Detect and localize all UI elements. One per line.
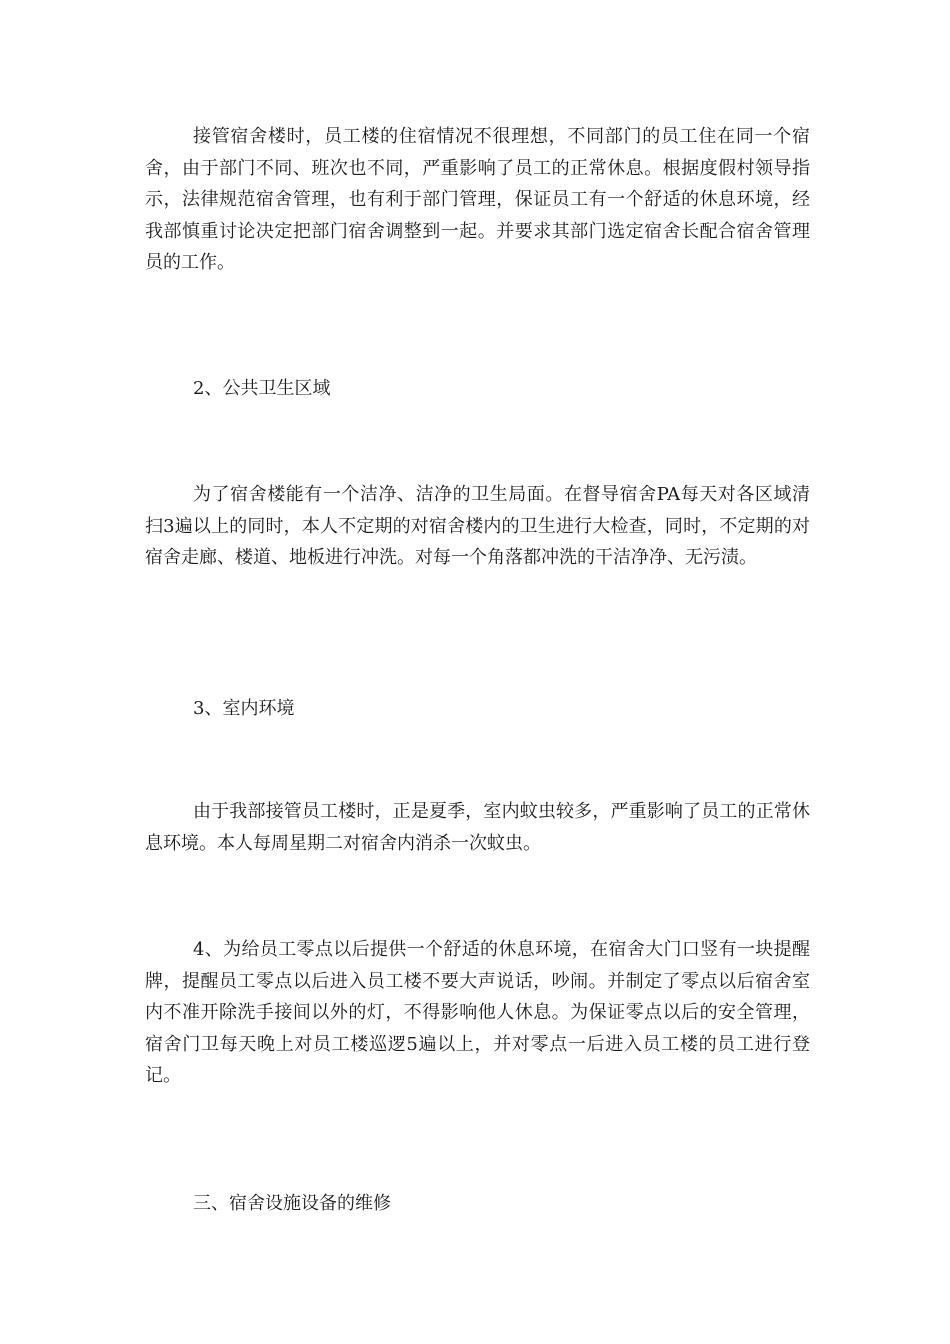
heading-facility-maintenance: 三、宿舍设施设备的维修 xyxy=(193,1193,391,1214)
paragraph-public-hygiene: 为了宿舍楼能有一个洁净、洁净的卫生局面。在督导宿舍PA每天对各区域清扫3遍以上的同时，本人不定期的对宿舍楼内的卫生进行大检查，同时，不定期的对宿舍走廊、楼道、地板进行冲洗。对每一个角落都冲洗的干洁净净、无污渍。 xyxy=(145,484,810,568)
paragraph-rest-environment: 4、为给员工零点以后提供一个舒适的休息环境，在宿舍大门口竖有一块提醒牌，提醒员工零点以后进入员工楼不要大声说话，吵闹。并制定了零点以后宿舍室内不准开除洗手接间以外的灯，不得影响他人休息。为保证零点以后的安全管理，宿舍门卫每天晚上对员工楼巡逻5遍以上，并对零点一后进入员工楼的员工进行登记。 xyxy=(145,939,810,1086)
heading-public-hygiene-area: 2、公共卫生区域 xyxy=(193,378,331,399)
paragraph-dormitory-takeover: 接管宿舍楼时，员工楼的住宿情况不很理想，不同部门的员工住在同一个宿舍，由于部门不同、班次也不同，严重影响了员工的正常休息。根据度假村领导指示，法律规范宿舍管理，也有利于部门管理，保证员工有一个舒适的休息环境，经我部慎重讨论决定把部门宿舍调整到一起。并要求其部门选定宿舍长配合宿舍管理员的工作。 xyxy=(145,126,810,273)
paragraph-indoor-environment: 由于我部接管员工楼时，正是夏季，室内蚊虫较多，严重影响了员工的正常休息环境。本人每周星期二对宿舍内消杀一次蚊虫。 xyxy=(145,801,810,854)
heading-indoor-environment: 3、室内环境 xyxy=(193,698,295,719)
